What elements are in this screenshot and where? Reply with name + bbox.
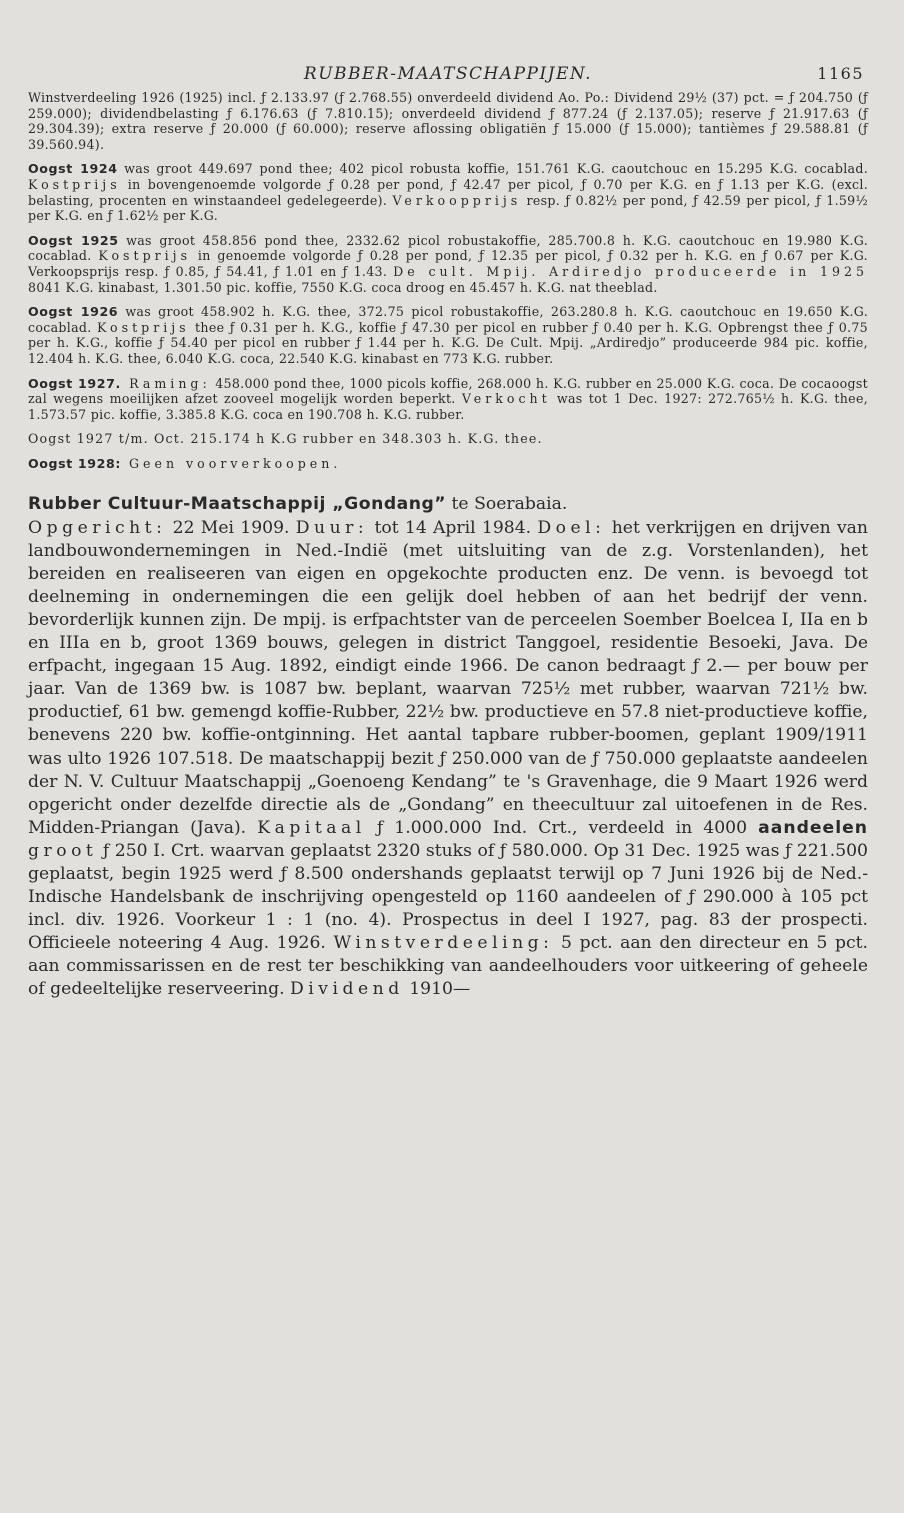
gondang-dividend-text: 1910— <box>403 979 471 1000</box>
gondang-entry <box>28 493 868 1001</box>
oogst-1925-lead: Oogst 1925 <box>28 232 119 248</box>
oogst-1927-oct-paragraph: Oogst 1927 t/m. Oct. 215.174 h K.G rubber en 348.303 h. K.G. thee. <box>28 431 543 447</box>
oogst-1926-kostprijs: Kostprijs <box>96 319 190 335</box>
oogst-1925-text-3: 8041 K.G. kinabast, 1.301.50 pic. koffie, 7550 K.G. coca droog en 45.457 h. K.G. nat theeblad. <box>28 279 658 295</box>
oogst-1924-kostprijs: Kostprijs <box>28 176 121 192</box>
oogst-1925-kostprijs: Kostprijs <box>98 248 192 264</box>
oogst-1925-text-2: in genoemde volgorde ƒ 0.28 per pond, ƒ 12.35 per picol, ƒ 0.32 per h. K.G. en ƒ 0.67 per K.G. Verkoopsprijs resp. ƒ 0.85, ƒ 54.41, ƒ 1.01 en ƒ 1.43. <box>28 248 868 279</box>
gondang-kapitaal-text: ƒ 1.000.000 Ind. Crt., verdeeld in 4000 <box>365 817 759 838</box>
oogst-1924-text-1: was groot 449.697 pond thee; 402 picol robusta koffie, 151.761 K.G. caoutchouc en 15.295 K.G. cocablad. <box>117 161 868 177</box>
oogst-1927-lead: Oogst 1927. <box>28 375 121 391</box>
oogst-1927-verkocht: Verkocht <box>461 391 551 407</box>
gondang-kapitaal-label: Kapitaal <box>257 817 366 838</box>
winstverdeeling-paragraph: Winstverdeeling 1926 (1925) incl. ƒ 2.133.97 (ƒ 2.768.55) onverdeeld dividend Ao. Po.: Dividend 29½ (37) pct. = ƒ 204.750 (ƒ 259.000); dividendbelasting ƒ 6.176.63 (ƒ 7.810.15); onverdeeld dividend ƒ 877.24 (ƒ 2.137.05); reserve ƒ 21.917.63 (ƒ 29.304.39); extra reserve ƒ 20.000 (ƒ 60.000); reserve aflossing obligatiën ƒ 15.000 (ƒ 15.000); tantièmes ƒ 29.588.81 (ƒ 39.560.94). <box>28 90 868 152</box>
oogst-1928-text: Geen voorverkoopen. <box>120 455 342 471</box>
oogst-1926-paragraph <box>28 304 868 366</box>
gondang-doel-text: het verkrijgen en drijven van landbouwondernemingen in Ned.-Indië (met uitsluiting van de z.g. Vorstenlanden), het bereiden en realiseeren van eigen en opgekochte producten enz. De venn. is bevoegd tot deelneming in ondernemingen die een gelijk doel hebben of aan het bedrijf der venn. bevorderlijk kunnen zijn. De mpij. is erfpachtster van de perceelen Soember Boelcea I, IIa en b en IIIa en b, groot 1369 bouws, gelegen in district Tanggoel, residentie Besoeki, Java. De erfpacht, ingegaan 15 Aug. 1892, eindigt einde 1966. De canon bedraagt ƒ 2.— per bouw per jaar. Van de 1369 bw. is 1087 bw. beplant, waarvan 725½ met rubber, waarvan 721½ bw. productief, 61 bw. gemengd koffie-Rubber, 22½ bw. productieve en 57.8 niet-productieve koffie, benevens 220 bw. koffie-ontginning. Het aantal tapbare rubber-boomen, geplant 1909/1911 was ulto 1926 107.518. De maatschappij bezit ƒ 250.000 van de ƒ 750.000 geplaatste aandeelen der N. V. Cultuur Maatschappij „Goenoeng Kendang” te 's Gravenhage, die 9 Maart 1926 werd opgericht onder dezelfde directie als de „Gondang” en theecultuur zal uitoefenen in de Res. Midden-Priangan (Java). <box>28 517 868 838</box>
oogst-1928-paragraph <box>28 456 868 472</box>
gondang-opgericht-label: Opgericht: <box>28 517 167 538</box>
gondang-duur-value: tot 14 April 1984. <box>368 517 538 538</box>
gondang-winstverdeeling-label: Winstverdeeling: <box>333 933 554 954</box>
previous-entry-tail <box>28 90 868 471</box>
running-title: RUBBER-MAATSCHAPPIJEN. <box>303 64 593 84</box>
gondang-opgericht-value: 22 Mei 1909. <box>166 517 296 538</box>
oogst-1926-text-1: was groot 458.902 h. K.G. thee, 372.75 picol robustakoffie, 263.280.8 h. K.G. caoutchouc en 19.650 K.G. cocablad. <box>28 304 868 335</box>
oogst-1924-paragraph <box>28 161 868 223</box>
gondang-aandeelen-text: ƒ 250 I. Crt. waarvan geplaatst 2320 stuks of ƒ 580.000. Op 31 Dec. 1925 was ƒ 221.500 geplaatst, begin 1925 werd ƒ 8.500 ondershands geplaatst terwijl op 7 Juni 1926 bij de Ned.-Indische Handelsbank de inschrijving opengesteld op 1160 aandeelen of ƒ 290.000 à 105 pct incl. div. 1926. Voorkeur 1 : 1 (no. 4). Prospectus in deel I 1927, pag. 83 der prospecti. Officieele noteering 4 Aug. 1926. <box>28 840 868 954</box>
oogst-1924-verkoopprijs: Verkoopprijs <box>392 192 522 208</box>
oogst-1925-text-1: was groot 458.856 pond thee, 2332.62 picol robustakoffie, 285.700.8 h. K.G. caoutchouc en 19.980 K.G. cocablad. <box>28 232 869 264</box>
gondang-doel-label: Doel: <box>537 517 606 538</box>
gondang-duur-label: Duur: <box>295 517 369 538</box>
oogst-1924-text-2: in bovengenoemde volgorde ƒ 0.28 per pond, ƒ 42.47 per picol, ƒ 0.70 per K.G. en ƒ 1.13 per K.G. (excl. belasting, procenten en winstaandeel gedelegeerde). <box>28 176 868 208</box>
oogst-1925-paragraph <box>28 233 868 295</box>
gondang-aandeelen-word: aandeelen <box>758 817 868 838</box>
oogst-1924-text-3: resp. ƒ 0.82½ per pond, ƒ 42.59 per picol, ƒ 1.59½ per K.G. en ƒ 1.62½ per K.G. <box>28 192 869 224</box>
running-head <box>28 60 868 90</box>
gondang-location: te Soerabaia. <box>446 494 568 515</box>
oogst-1928-lead: Oogst 1928: <box>28 455 121 471</box>
gondang-heading: Rubber Cultuur-Maatschappij „Gondang” <box>28 494 447 515</box>
oogst-1927-raming: Raming: <box>120 375 211 391</box>
oogst-1926-text-2: thee ƒ 0.31 per h. K.G., koffie ƒ 47.30 per picol en rubber ƒ 0.40 per h. K.G. Opbrengst thee ƒ 0.75 per h. K.G., koffie ƒ 54.40 per picol en rubber ƒ 1.44 per h. K.G. De Cult. Mpij. „Ardiredjo” produceerde 984 pic. koffie, 12.404 h. K.G. thee, 6.040 K.G. coca, 22.540 K.G. kinabast en 773 K.G. rubber. <box>28 319 868 366</box>
page-number: 1165 <box>817 64 864 83</box>
gondang-winstverdeeling-text: 5 pct. aan den directeur en 5 pct. aan commissarissen en de rest ter beschikking van aandeelhouders voor uitkeering of geheele of gedeeltelijke reserveering. <box>28 933 869 1000</box>
oogst-1926-lead: Oogst 1926 <box>28 304 119 320</box>
oogst-1927-text-1: 458.000 pond thee, 1000 picols koffie, 268.000 h. K.G. rubber en 25.000 K.G. coca. De cocaoogst zal wegens moeilijken afzet zooveel mogelijk worden beperkt. <box>28 375 868 407</box>
oogst-1927-text-2: was tot 1 Dec. 1927: 272.765½ h. K.G. thee, 1.573.57 pic. koffie, 3.385.8 K.G. coca en 190.708 h. K.G. rubber. <box>28 391 868 422</box>
oogst-1924-lead: Oogst 1924 <box>28 161 118 177</box>
gondang-dividend-label: Dividend <box>290 979 404 1000</box>
gondang-groot-word: groot <box>28 840 98 861</box>
oogst-1927-paragraph <box>28 376 868 423</box>
oogst-1925-ardiredjo: De cult. Mpij. Ardiredjo produceerde in 1925 <box>393 263 868 279</box>
